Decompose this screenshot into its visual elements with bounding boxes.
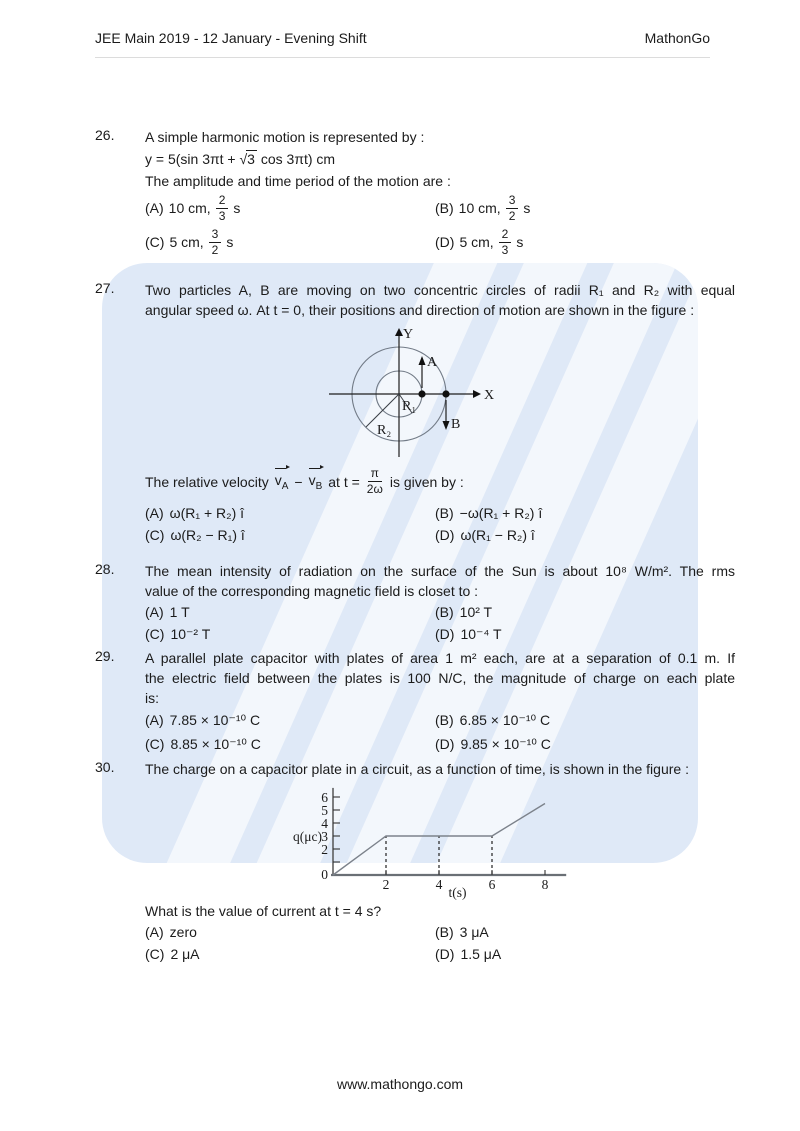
question-text: The relative velocity xyxy=(145,473,269,490)
option-label: (A) xyxy=(145,604,164,620)
fraction-denominator: 3 xyxy=(218,208,226,223)
option-text: ω(R₁ − R₂) î xyxy=(460,527,535,543)
option xyxy=(435,525,725,546)
charge-time-graph xyxy=(278,783,578,901)
y-axis-arrowhead xyxy=(395,328,403,336)
option-text: 10⁻² T xyxy=(170,626,211,642)
footer-url: www.mathongo.com xyxy=(336,1076,464,1092)
question-number: 28. xyxy=(95,561,115,577)
question-26 xyxy=(95,127,735,259)
concentric-circles-svg xyxy=(299,324,499,464)
x-axis-label: X xyxy=(484,388,495,403)
x-axis-title: t(s) xyxy=(448,885,467,900)
option xyxy=(145,503,435,524)
fraction xyxy=(365,466,385,497)
question-text: is given by : xyxy=(389,473,464,490)
y-tick-label: 4 xyxy=(321,816,328,831)
fraction-numerator: 3 xyxy=(209,227,222,243)
question-27 xyxy=(95,280,735,546)
option-text: −ω(R₁ + R₂) î xyxy=(459,505,543,521)
option xyxy=(435,503,725,524)
y-axis-title: q(μc) xyxy=(293,829,322,844)
relative-velocity-line xyxy=(145,466,735,497)
option-unit: s xyxy=(233,200,241,216)
question-text: What is the value of current at t = 4 s? xyxy=(145,903,382,919)
option-label: (B) xyxy=(435,604,454,620)
option xyxy=(435,733,725,756)
fraction xyxy=(216,193,229,224)
options-row xyxy=(145,733,735,756)
options-row xyxy=(145,503,735,524)
option-text: 10⁻⁴ T xyxy=(460,626,502,642)
fraction-denominator: 2ω xyxy=(366,482,383,496)
option-text: 9.85 × 10⁻¹⁰ C xyxy=(460,736,551,752)
option-label: (C) xyxy=(145,527,165,543)
equation xyxy=(145,147,735,171)
option xyxy=(435,624,725,645)
question-text: Two particles A, B are moving on two concentric circles of radii R₁ and R₂ with equal xyxy=(145,282,735,298)
fraction xyxy=(506,193,519,224)
x-axis-arrowhead xyxy=(473,390,481,398)
radical-argument: 3 xyxy=(247,151,255,167)
option-text: 5 cm, xyxy=(459,234,494,250)
charge-time-graph-svg xyxy=(278,783,578,901)
question-number: 26. xyxy=(95,127,115,143)
fraction xyxy=(209,227,222,258)
minus-sign: − xyxy=(294,473,303,490)
option-label: (B) xyxy=(435,924,454,940)
option-label: (C) xyxy=(145,234,165,250)
question-text: angular speed ω. At t = 0, their positions and direction of motion are shown in the figure : xyxy=(145,302,695,318)
header-exam-title: JEE Main 2019 - 12 January - Evening Shift xyxy=(95,30,367,46)
option-text: 7.85 × 10⁻¹⁰ C xyxy=(169,712,261,728)
y-tick-label: 3 xyxy=(321,829,328,844)
fraction-denominator: 2 xyxy=(508,208,516,223)
radical-sign: √ xyxy=(239,151,248,167)
options-row xyxy=(145,602,735,623)
fraction-numerator: 2 xyxy=(216,193,229,209)
option-text: 1 T xyxy=(169,604,190,620)
question-text: The amplitude and time period of the motion are : xyxy=(145,173,451,189)
question-text: value of the corresponding magnetic field is closet to : xyxy=(145,583,479,599)
option-label: (B) xyxy=(435,712,454,728)
particle-b-label: B xyxy=(451,417,461,432)
question-28 xyxy=(95,561,735,645)
option xyxy=(145,944,435,965)
option xyxy=(145,227,435,258)
option-label: (B) xyxy=(435,200,454,216)
x-tick-label: 2 xyxy=(382,877,390,892)
question-text: is: xyxy=(145,690,159,706)
header-brand: MathonGo xyxy=(644,30,710,46)
y-tick-label: 6 xyxy=(321,790,328,805)
option-text: 10 cm, xyxy=(168,200,211,216)
option xyxy=(145,624,435,645)
question-text: The mean intensity of radiation on the surface of the Sun is about 10⁸ W/m². The rms xyxy=(145,563,735,579)
option-label: (C) xyxy=(145,626,165,642)
equation-part: cos 3πt) cm xyxy=(256,151,336,167)
options-row xyxy=(145,922,735,943)
y-axis-label: Y xyxy=(403,327,414,342)
question-text: The charge on a capacitor plate in a circuit, as a function of time, is shown in the figure : xyxy=(145,761,689,777)
option-text: 10 cm, xyxy=(458,200,501,216)
option-text: 8.85 × 10⁻¹⁰ C xyxy=(170,736,261,752)
option-label: (A) xyxy=(145,505,164,521)
options-row xyxy=(145,709,735,732)
option-text: zero xyxy=(169,924,197,940)
option-text: 6.85 × 10⁻¹⁰ C xyxy=(459,712,551,728)
options-row xyxy=(145,525,735,546)
options-row xyxy=(145,225,735,259)
fraction-numerator: π xyxy=(368,466,382,482)
option xyxy=(435,944,725,965)
y-tick-label: 5 xyxy=(321,803,328,818)
fraction-numerator: 2 xyxy=(499,227,512,243)
y-tick-label: 2 xyxy=(321,842,328,857)
question-text: at t = xyxy=(328,473,360,490)
x-tick-label: 8 xyxy=(541,877,549,892)
option-unit: s xyxy=(516,234,524,250)
vector-va: $v_A$ xyxy=(275,467,289,497)
radius-r1-label: R₁ xyxy=(402,399,417,414)
option-label: (A) xyxy=(145,200,164,216)
option xyxy=(145,193,435,224)
option xyxy=(145,525,435,546)
option-label: (D) xyxy=(435,234,455,250)
vector-vb: $v_B$ xyxy=(309,467,323,497)
concentric-circles-figure xyxy=(299,324,499,464)
option xyxy=(145,922,435,943)
question-text: the electric field between the plates is 100 N/C, the magnitude of charge on each plate xyxy=(145,670,735,686)
equation-part: y = 5(sin 3πt + xyxy=(145,151,240,167)
question-number: 27. xyxy=(95,280,115,296)
fraction-numerator: 3 xyxy=(506,193,519,209)
option-label: (A) xyxy=(145,924,164,940)
question-number: 30. xyxy=(95,759,115,775)
option-label: (C) xyxy=(145,946,165,962)
fraction-denominator: 3 xyxy=(501,242,509,257)
option-text: 5 cm, xyxy=(169,234,204,250)
origin-label: 0 xyxy=(321,867,328,882)
question-text: A parallel plate capacitor with plates of area 1 m² each, are at a separation of 0.1 m. If xyxy=(145,650,735,666)
options-row xyxy=(145,624,735,645)
charge-curve xyxy=(333,804,545,876)
option-label: (D) xyxy=(435,527,455,543)
question-29 xyxy=(95,648,735,756)
option-label: (D) xyxy=(435,736,455,752)
option-label: (B) xyxy=(435,505,454,521)
option xyxy=(435,227,725,258)
option xyxy=(435,193,725,224)
option xyxy=(145,709,435,732)
option xyxy=(145,733,435,756)
radius-r2-label: R₂ xyxy=(377,423,392,438)
question-text: A simple harmonic motion is represented by : xyxy=(145,129,425,145)
page-header xyxy=(95,30,710,58)
option xyxy=(435,709,725,732)
fraction xyxy=(499,227,512,258)
particle-a-dot xyxy=(418,390,425,397)
question-number: 29. xyxy=(95,648,115,664)
option-label: (A) xyxy=(145,712,164,728)
page-footer xyxy=(0,1076,800,1092)
fraction-denominator: 2 xyxy=(211,242,219,257)
option-label: (D) xyxy=(435,946,455,962)
option-text: 10² T xyxy=(459,604,493,620)
options-row xyxy=(145,944,735,965)
option-text: ω(R₂ − R₁) î xyxy=(170,527,245,543)
sqrt-radical xyxy=(239,151,256,167)
option-unit: s xyxy=(523,200,531,216)
particle-a-label: A xyxy=(427,355,438,370)
option-label: (D) xyxy=(435,626,455,642)
options-row xyxy=(145,191,735,225)
option xyxy=(145,602,435,623)
x-tick-label: 6 xyxy=(488,877,496,892)
question-30 xyxy=(95,759,735,965)
option-text: 1.5 μA xyxy=(460,946,502,962)
x-tick-label: 4 xyxy=(435,877,443,892)
option-unit: s xyxy=(226,234,234,250)
option xyxy=(435,602,725,623)
particle-b-dot xyxy=(442,390,449,397)
option-text: 3 μA xyxy=(459,924,489,940)
option-label: (C) xyxy=(145,736,165,752)
option xyxy=(435,922,725,943)
option-text: 2 μA xyxy=(170,946,200,962)
option-text: ω(R₁ + R₂) î xyxy=(169,505,245,521)
